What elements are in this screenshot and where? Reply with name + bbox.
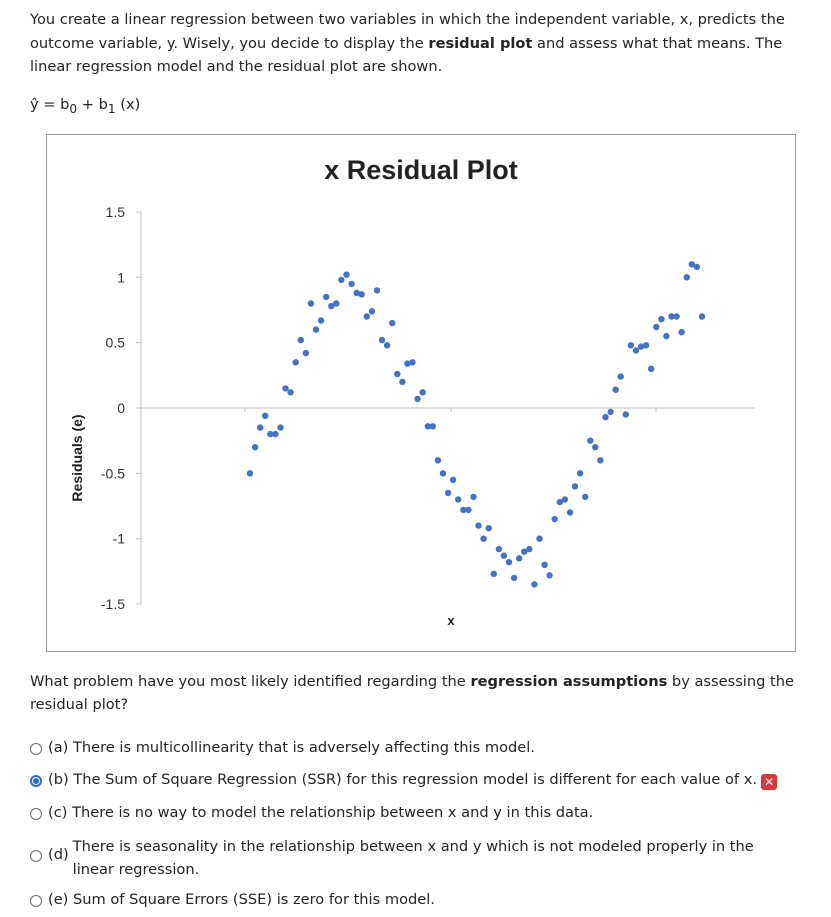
residual-point [252, 444, 258, 450]
chart-title: x Residual Plot [324, 155, 518, 185]
residual-point [694, 264, 700, 270]
regression-formula [30, 96, 140, 116]
residual-point [536, 536, 542, 542]
residual-point [628, 342, 634, 348]
y-tick-label: -1 [112, 530, 125, 547]
residual-point [699, 313, 705, 319]
residual-point [440, 470, 446, 476]
residual-point [572, 483, 578, 489]
residual-point [465, 507, 471, 513]
residual-point [496, 546, 502, 552]
y-tick-label: 0.5 [105, 334, 125, 351]
residual-point [567, 509, 573, 515]
residual-point [511, 575, 517, 581]
option-c-label [48, 804, 593, 821]
residual-point [684, 274, 690, 280]
residual-point [343, 272, 349, 278]
formula-sub-1: 1 [107, 101, 116, 116]
residual-point [379, 337, 385, 343]
intro-bold-residual-plot: residual plot [428, 34, 533, 52]
residual-point [394, 371, 400, 377]
x-axis-label: x [447, 613, 455, 628]
residual-point [287, 389, 293, 395]
option-d-radio[interactable] [30, 850, 42, 862]
residual-point [318, 317, 324, 323]
residual-point [587, 438, 593, 444]
option-d[interactable] [30, 835, 783, 881]
option-a-letter: (a) [48, 739, 69, 756]
option-b-text: The Sum of Square Regression (SSR) for this regression model is different for each value of x. [73, 771, 757, 788]
residual-point [430, 423, 436, 429]
option-a-label [48, 739, 535, 756]
residual-point [531, 581, 537, 587]
residual-point [262, 413, 268, 419]
option-b[interactable] [30, 771, 777, 790]
residual-point [623, 411, 629, 417]
option-e[interactable] [30, 891, 435, 908]
residual-point [298, 337, 304, 343]
residual-point [374, 287, 380, 293]
option-b-label [48, 771, 777, 790]
question-intro [30, 8, 810, 79]
residual-point [409, 359, 415, 365]
residual-point [414, 396, 420, 402]
residual-point [369, 308, 375, 314]
residual-point [399, 379, 405, 385]
option-b-letter: (b) [48, 771, 69, 788]
option-d-text: There is seasonality in the relationship between x and y which is not modeled properly in the linear regression. [72, 838, 754, 878]
residual-point [491, 571, 497, 577]
residual-point [618, 373, 624, 379]
residual-point [420, 389, 426, 395]
residual-point [247, 470, 253, 476]
option-c[interactable] [30, 804, 593, 821]
residual-point [552, 516, 558, 522]
question-text: What problem have you most likely identified regarding the [30, 673, 471, 690]
residual-point [516, 555, 522, 561]
residual-point [338, 277, 344, 283]
residual-point [455, 496, 461, 502]
y-axis-label: Residuals (e) [69, 414, 85, 502]
residual-point [313, 326, 319, 332]
residual-point [475, 522, 481, 528]
y-tick-label: 1.5 [105, 204, 125, 220]
y-tick-label: 0 [117, 400, 125, 416]
residual-plot-chart [46, 134, 796, 652]
option-e-text: Sum of Square Errors (SSE) is zero for this model. [73, 891, 435, 908]
residual-point [272, 431, 278, 437]
residual-point [541, 562, 547, 568]
residual-point [648, 366, 654, 372]
residual-point [435, 457, 441, 463]
residual-point [582, 494, 588, 500]
question-bold-assumptions: regression assumptions [470, 673, 668, 690]
option-b-radio[interactable] [30, 775, 42, 787]
option-a-text: There is multicollinearity that is adversely affecting this model. [72, 739, 535, 756]
question-text-end: by assessing the residual plot? [30, 673, 794, 713]
option-e-radio[interactable] [30, 895, 42, 907]
option-e-label [48, 891, 435, 908]
intro-text-end: and assess what that means. The linear regression model and the residual plot are shown. [30, 34, 783, 75]
residual-point [445, 490, 451, 496]
residual-point [526, 546, 532, 552]
residual-point [333, 300, 339, 306]
formula-plus: + b [77, 96, 108, 113]
residual-plot-svg [47, 135, 795, 651]
residual-point [613, 387, 619, 393]
residual-point [653, 324, 659, 330]
residual-point [450, 477, 456, 483]
residual-point [597, 457, 603, 463]
residual-point [257, 424, 263, 430]
residual-point [643, 342, 649, 348]
residual-point [389, 320, 395, 326]
residual-point [470, 494, 476, 500]
option-c-text: There is no way to model the relationship between x and y in this data. [72, 804, 594, 821]
residual-point [308, 300, 314, 306]
formula-sub-0: 0 [69, 101, 78, 116]
residual-point [562, 496, 568, 502]
residual-point [480, 536, 486, 542]
residual-point [323, 294, 329, 300]
residual-point [592, 444, 598, 450]
option-a[interactable] [30, 739, 535, 756]
residual-point [663, 333, 669, 339]
question-prompt [30, 670, 820, 716]
intro-text: You create a linear regression between two variables in which the independent variable, x, predicts the outcome variable, y. Wisely, you decide to display the [30, 11, 785, 52]
formula-yhat: ŷ = b [30, 96, 70, 113]
option-c-radio[interactable] [30, 808, 42, 820]
residual-point [602, 414, 608, 420]
residual-point [546, 572, 552, 578]
formula-tail: (x) [115, 96, 141, 113]
option-e-letter: (e) [48, 891, 69, 908]
y-tick-label: -1.5 [100, 596, 125, 612]
residual-point [658, 316, 664, 322]
residual-point [486, 525, 492, 531]
residual-point [348, 281, 354, 287]
residual-point [679, 329, 685, 335]
residual-point [577, 470, 583, 476]
option-a-radio[interactable] [30, 743, 42, 755]
residual-point [501, 553, 507, 559]
residual-point [633, 347, 639, 353]
residual-point [359, 291, 365, 297]
residual-point [607, 409, 613, 415]
residual-point [303, 350, 309, 356]
option-c-letter: (c) [48, 804, 68, 821]
incorrect-mark-icon: ✕ [761, 774, 777, 790]
residual-point [277, 424, 283, 430]
residual-point [293, 359, 299, 365]
y-tick-label: 1 [117, 269, 125, 286]
residual-point [364, 313, 370, 319]
option-d-letter: (d) [48, 846, 69, 863]
residual-point [282, 385, 288, 391]
residual-point [506, 559, 512, 565]
residual-point [673, 313, 679, 319]
residual-point [384, 342, 390, 348]
y-tick-label: -0.5 [100, 465, 125, 482]
